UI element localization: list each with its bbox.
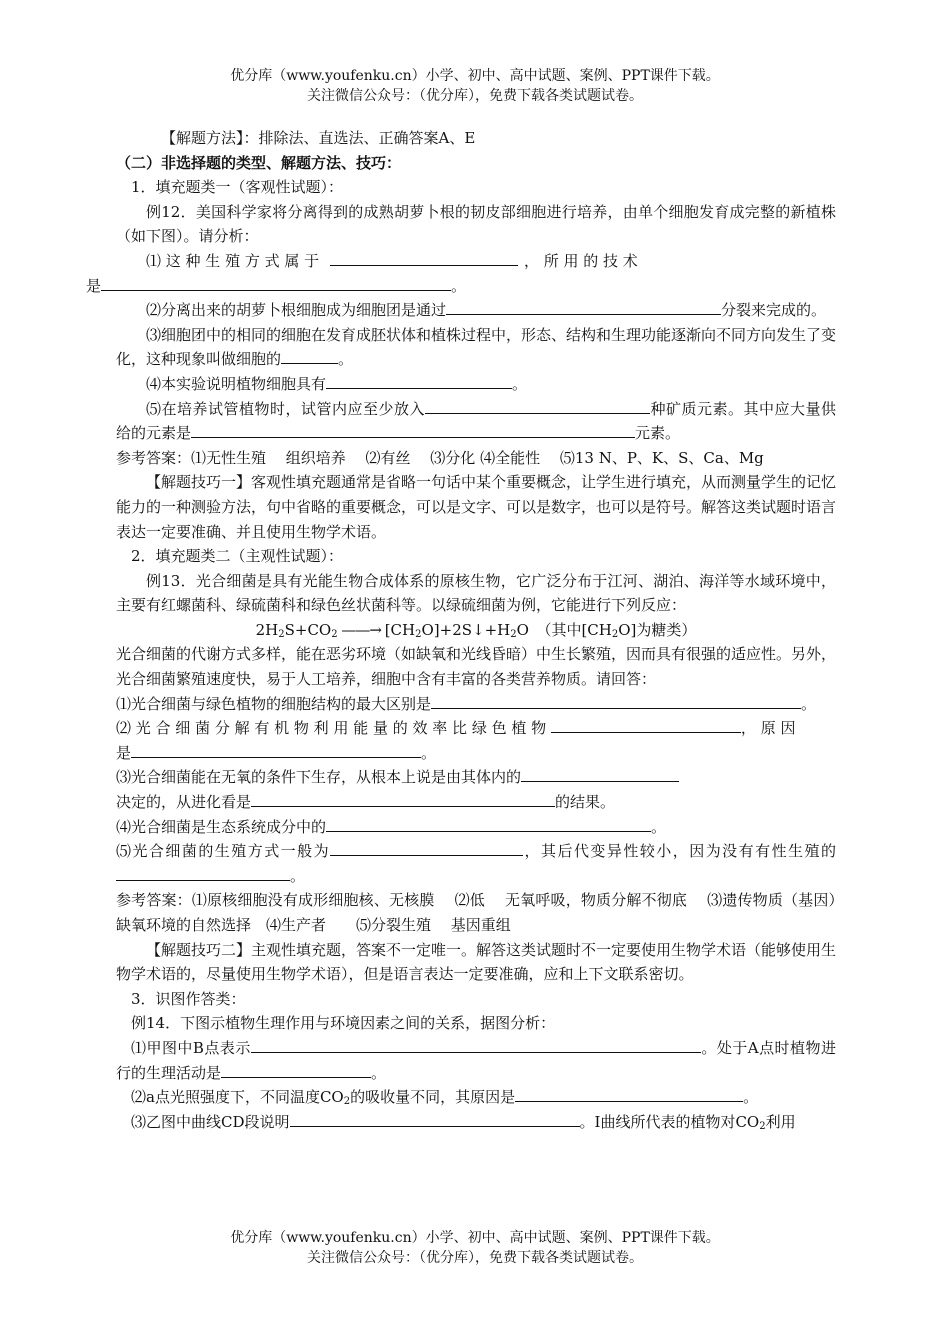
- eq-part: O （其中[CH: [516, 620, 612, 639]
- q13-1-text-b: 。: [801, 694, 817, 713]
- eq-part: [CH: [384, 620, 416, 639]
- answer-blank[interactable]: [425, 397, 650, 414]
- example-14-intro: 例14．下图示植物生理作用与环境因素之间的关系，据图分析：: [131, 1014, 556, 1033]
- footer-line-1: 优分库（www.youfenku.cn）小学、初中、高中试题、案例、PPT课件下载。: [230, 1230, 720, 1246]
- chemical-equation: [116, 618, 836, 643]
- answer-blank[interactable]: [131, 741, 421, 758]
- eq-part: S+CO: [284, 620, 332, 639]
- answer-blank[interactable]: [101, 274, 451, 291]
- q14-2-text-c: 。: [743, 1088, 759, 1107]
- example-13-intro: 例13．光合细菌是具有光能生物合成体系的原核生物，它广泛分布于江河、湖泊、海洋等水域环境中，主要有红螺菌科、绿硫菌科和绿色丝状菌科等。以绿硫细菌为例，它能进行下列反应：: [116, 571, 836, 615]
- answer-blank[interactable]: [251, 790, 555, 807]
- answer-blank[interactable]: [326, 372, 512, 389]
- q14-2-text-b: 的吸收量不同，其原因是: [350, 1088, 516, 1107]
- page-header: [0, 66, 950, 106]
- q13-3-text-b: 决定的，从进化看是: [116, 793, 252, 812]
- question-14-3: [116, 1110, 836, 1135]
- q12-1-text-a: ⑴ 这 种 生 殖 方 式 属 于: [146, 251, 320, 270]
- answer-blank[interactable]: [515, 1085, 743, 1102]
- header-line-2: 关注微信公众号：（优分库），免费下载各类试题试卷。: [307, 88, 643, 104]
- question-12-1: [86, 249, 836, 298]
- answer-blank[interactable]: [330, 839, 523, 856]
- q13-1-text-a: ⑴光合细菌与绿色植物的细胞结构的最大区别是: [116, 694, 432, 713]
- example-13-paragraph: 光合细菌的代谢方式多样，能在恶劣环境（如缺氧和光线昏暗）中生长繁殖，因而具有很强的适应性。另外，光合细菌繁殖速度快，易于人工培养，细胞中含有丰富的各类营养物质。请回答：: [116, 645, 837, 689]
- type3-title: 3．识图作答类：: [131, 989, 246, 1008]
- question-12-2: [116, 298, 836, 323]
- answer-blank[interactable]: [431, 692, 801, 709]
- q12-5-text-b: 种矿质元素。其中应大量供给的元素是: [116, 399, 836, 443]
- question-13-3: [116, 765, 836, 814]
- type2-title: 2．填充题类二（主观性试题）：: [131, 547, 344, 566]
- eq-arrow: ——→: [337, 620, 385, 639]
- q14-3-text-b: 。Ⅰ曲线所代表的植物对CO: [579, 1112, 760, 1131]
- q13-5-text-b: ，其后代变异性较小，因为没有有性生殖的: [523, 842, 836, 861]
- q13-5-text-a: ⑸光合细菌的生殖方式一般为: [116, 842, 331, 861]
- answer-13: 参考答案：⑴原核细胞没有成形细胞核、无核膜 ⑵低 无氧呼吸，物质分解不彻底 ⑶遗传物质（基因） 缺氧环境的自然选择 ⑷生产者 ⑸分裂生殖 基因重组: [116, 891, 856, 934]
- answer-12: 参考答案：⑴无性生殖 组织培养 ⑵有丝 ⑶分化 ⑷全能性 ⑸13 N、P、K、S、Ca、Mg: [116, 448, 764, 467]
- eq-sub: 2: [611, 628, 619, 640]
- answer-blank[interactable]: [221, 1061, 371, 1078]
- q13-2-text-a: ⑵ 光 合 细 菌 分 解 有 机 物 利 用 能 量 的 效 率 比 绿 色 植 物: [116, 719, 547, 738]
- document-body: [86, 126, 856, 1134]
- question-13-2: [116, 716, 836, 765]
- page-footer: [0, 1228, 950, 1268]
- q12-3-text-a: ⑶细胞团中的相同的细胞在发育成胚状体和植株过程中，形态、结构和生理功能逐渐向不同方向发生了变化，这种现象叫做细胞的: [116, 325, 837, 369]
- q13-3-text-c: 的结果。: [555, 793, 616, 812]
- footer-line-2: 关注微信公众号：（优分库），免费下载各类试题试卷。: [307, 1250, 643, 1266]
- q12-4-text-a: ⑷本实验说明植物细胞具有: [146, 374, 327, 393]
- q13-2-text-b: ， 原 因: [740, 719, 796, 738]
- q14-2-sub: 2: [343, 1096, 351, 1108]
- q14-1-text-c: 。: [371, 1063, 387, 1082]
- answer-blank[interactable]: [290, 1110, 580, 1127]
- q12-4-text-b: 。: [512, 374, 528, 393]
- eq-sub: 2: [278, 628, 285, 640]
- question-14-1: [116, 1036, 836, 1085]
- answer-blank[interactable]: [551, 716, 741, 733]
- question-14-2: [116, 1085, 836, 1110]
- q12-1-text-c: 是: [86, 276, 102, 295]
- answer-blank[interactable]: [521, 765, 679, 782]
- q12-5-text-c: 元素。: [635, 424, 681, 443]
- example-12-intro: 例12．美国科学家将分离得到的成熟胡萝卜根的韧皮部细胞进行培养，由单个细胞发育成完整的新植株（如下图）。请分析：: [116, 202, 836, 246]
- answer-blank[interactable]: [191, 421, 635, 438]
- q13-2-text-d: 。: [421, 743, 437, 762]
- question-13-4: [116, 815, 836, 840]
- q13-3-text-a: ⑶光合细菌能在无氧的条件下生存，从根本上说是由其体内的: [116, 768, 522, 787]
- question-13-1: [116, 692, 836, 717]
- q14-3-sub: 2: [759, 1120, 766, 1132]
- answer-blank[interactable]: [116, 864, 290, 881]
- q13-2-text-c: 是: [116, 743, 132, 762]
- eq-part: O]为糖类）: [618, 620, 697, 639]
- answer-blank[interactable]: [251, 1036, 701, 1053]
- question-12-4: [116, 372, 836, 397]
- answer-blank[interactable]: [446, 298, 721, 315]
- answer-blank[interactable]: [330, 249, 518, 266]
- eq-part: O]+2S↓+H: [421, 620, 511, 639]
- answer-blank[interactable]: [326, 815, 651, 832]
- question-12-3: [116, 323, 836, 372]
- question-13-5: [116, 839, 836, 888]
- header-line-1: 优分库（www.youfenku.cn）小学、初中、高中试题、案例、PPT课件下载。: [230, 68, 720, 84]
- q14-2-text-a: ⑵a点光照强度下，不同温度CO: [131, 1088, 344, 1107]
- eq-part: 2H: [255, 620, 279, 639]
- q12-2-text-a: ⑵分离出来的胡萝卜根细胞成为细胞团是通过: [146, 301, 447, 320]
- answer-blank[interactable]: [281, 347, 338, 364]
- q13-5-text-c: 。: [290, 866, 306, 885]
- eq-sub: 2: [415, 628, 422, 640]
- section-heading: （二）非选择题的类型、解题方法、技巧：: [116, 153, 402, 172]
- q13-4-text-b: 。: [651, 817, 667, 836]
- q12-3-text-b: 。: [338, 350, 354, 369]
- question-12-5: [116, 397, 836, 446]
- eq-sub: 2: [510, 628, 517, 640]
- q12-1-text-b: ， 所 用 的 技 术: [523, 251, 638, 270]
- q12-5-text-a: ⑸在培养试管植物时，试管内应至少放入: [146, 399, 425, 418]
- tip-1: 【解题技巧一】客观性填充题通常是省略一句话中某个重要概念，让学生进行填充，从而测量学生的记忆能力的一种测验方法，句中省略的重要概念，可以是文字、可以是数字，也可以是符号。解答这类试题时语言表达一定要准确、并且使用生物学术语。: [116, 473, 837, 541]
- q14-3-text-a: ⑶乙图中曲线CD段说明: [131, 1112, 290, 1131]
- tip-2: 【解题技巧二】主观性填充题，答案不一定唯一。解答这类试题时不一定要使用生物学术语（能够使用生物学术语的，尽量使用生物学术语），但是语言表达一定要准确，应和上下文联系密切。: [116, 940, 837, 984]
- type1-title: 1．填充题类一（客观性试题）：: [131, 178, 344, 197]
- q14-3-text-c: 利用: [765, 1112, 796, 1131]
- eq-sub: 2: [331, 628, 338, 640]
- method-line: 【解题方法】：排除法、直选法、正确答案A、E: [161, 129, 476, 147]
- q14-1-text-a: ⑴甲图中B点表示: [131, 1038, 251, 1057]
- q14-1-text-b: 。处于A点时植物进行的生理活动是: [116, 1038, 836, 1082]
- q12-1-text-d: 。: [451, 276, 467, 295]
- q13-4-text-a: ⑷光合细菌是生态系统成分中的: [116, 817, 327, 836]
- q12-2-text-b: 分裂来完成的。: [721, 301, 827, 320]
